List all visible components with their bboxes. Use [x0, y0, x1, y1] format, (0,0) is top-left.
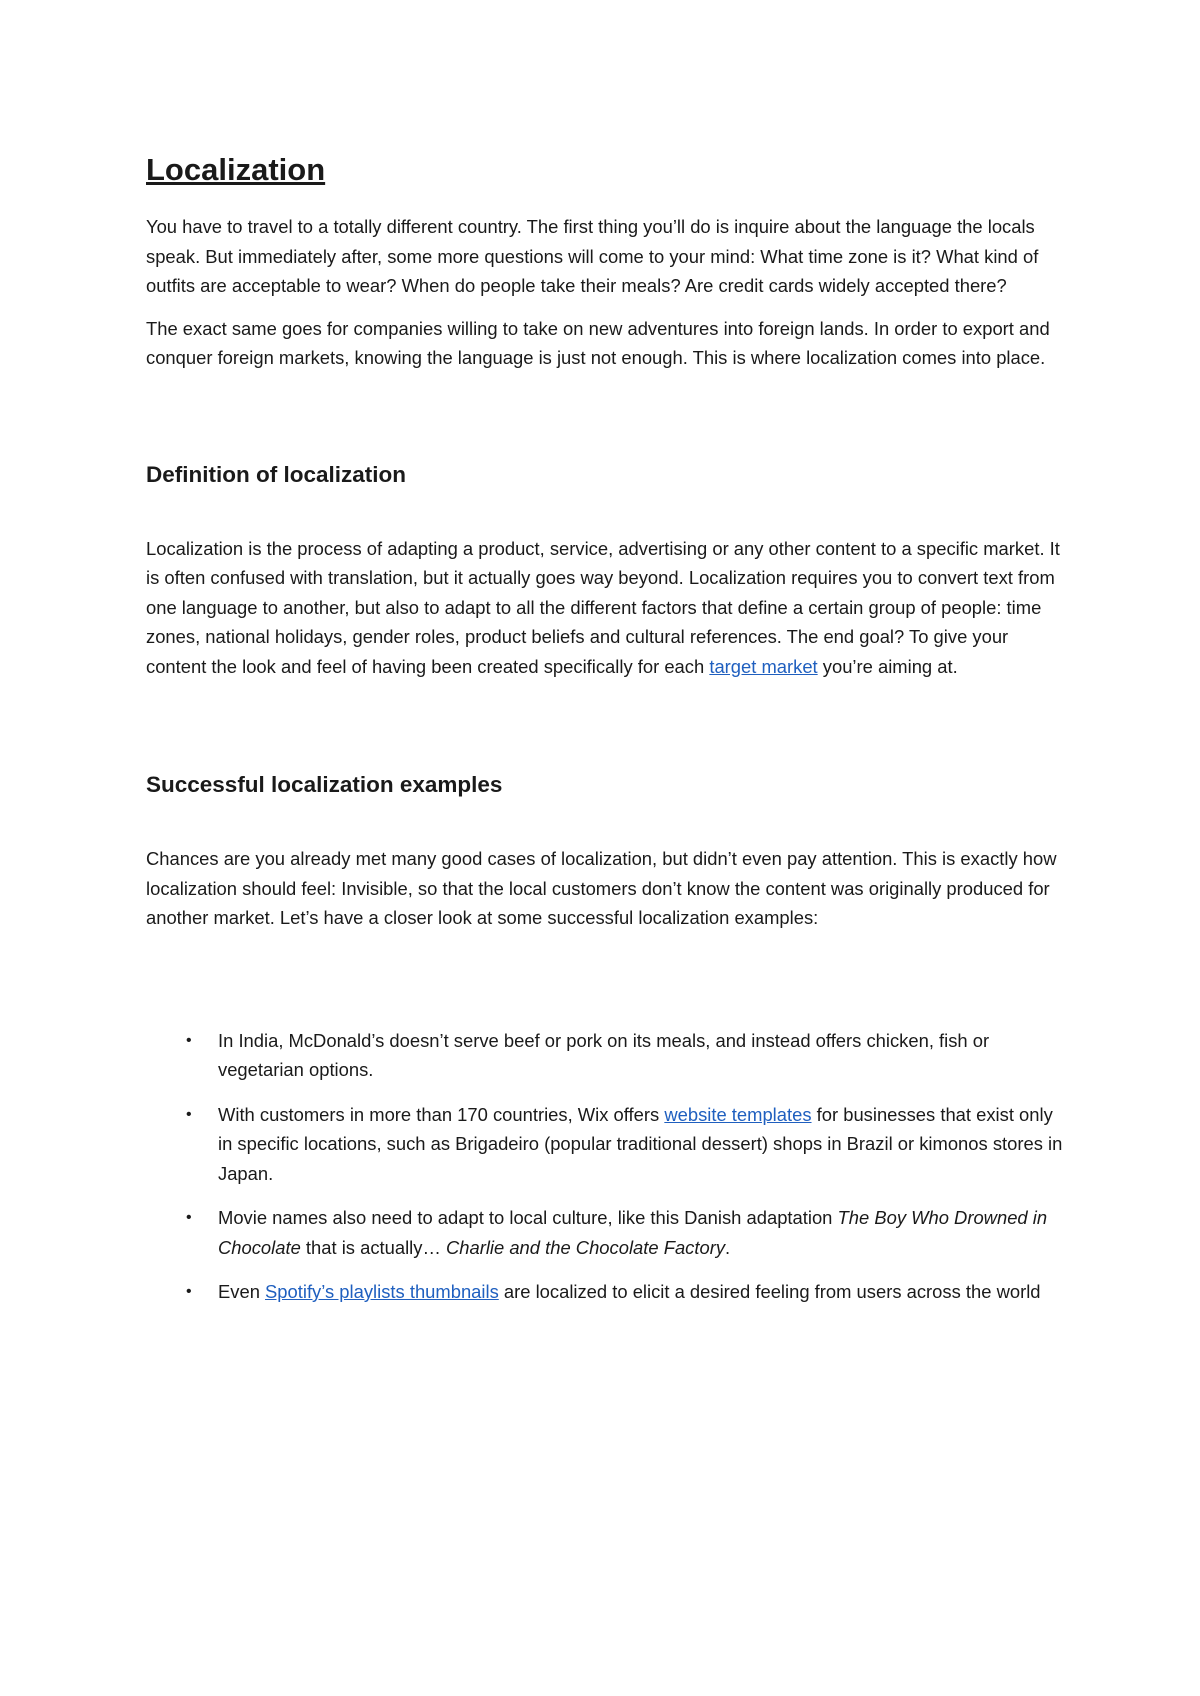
list-item-text-end: are localized to elicit a desired feeling from users across the world [498, 1281, 1041, 1302]
definition-heading: Definition of localization [146, 461, 406, 487]
list-item-text: Movie names also need to adapt to local culture, like this Danish adaptation [218, 1207, 838, 1228]
page-title: Localization [146, 152, 326, 187]
list-item [146, 1026, 1066, 1085]
target-market-link[interactable]: target market [709, 655, 818, 677]
definition-text: Localization is the process of adapting a product, service, advertising or any other content to a specific market. It is often confused with translation, but it actually goes way beyond. Localization requires you to convert text from one language to another, but also to adapt to all the different factors that define a certain group of people: time zones, national holidays, gender roles, product beliefs and cultural references. The end goal? To give your content the look and feel of having been created specifically for each [146, 537, 1060, 677]
examples-heading: Successful localization examples [146, 772, 503, 797]
definition-text-end: you’re aiming at. [817, 655, 958, 677]
list-item [146, 1203, 1066, 1262]
list-item-text-middle: that is actually… [300, 1236, 446, 1258]
list-item [146, 1277, 1066, 1307]
definition-paragraph [146, 534, 1066, 682]
list-item-text-end: for businesses that exist only in specific locations, such as Brigadeiro (popular traditional dessert) shops in Brazil or kimonos stores in Japan. [218, 1103, 1063, 1184]
bullet-icon: • [186, 1209, 192, 1226]
list-item-text: Even [218, 1281, 266, 1302]
list-item-text: In India, McDonald’s doesn’t serve beef or pork on its meals, and instead offers chicken, fish or vegetarian options. [218, 1029, 990, 1080]
spotify-thumbnails-link[interactable]: Spotify’s playlists thumbnails [265, 1281, 499, 1302]
examples-intro-paragraph: Chances are you already met many good cases of localization, but didn’t even pay attention. This is exactly how localization should feel: Invisible, so that the local customers don’t know the content was originally produced for another market. Let’s have a closer look at some successful localization examples: [146, 848, 1057, 928]
movie-title-danish: The Boy Who Drowned in Chocolate [218, 1207, 1048, 1258]
examples-list [146, 1026, 1066, 1307]
intro-paragraph-2: The exact same goes for companies willing to take on new adventures into foreign lands. In order to export and conquer foreign markets, knowing the language is just not enough. This is where localization comes into place. [146, 317, 1050, 368]
intro-paragraph-1: You have to travel to a totally different country. The first thing you’ll do is inquire about the language the locals speak. But immediately after, some more questions will come to your mind: What time zone is it? What kind of outfits are acceptable to wear? When do people take their meals? Are credit cards widely accepted there? [146, 216, 1039, 296]
list-item-text: With customers in more than 170 countries, Wix offers [218, 1103, 665, 1125]
document-body [146, 150, 1066, 1322]
bullet-icon: • [186, 1105, 192, 1123]
list-item [146, 1100, 1066, 1189]
list-item-text-end: . [725, 1236, 731, 1258]
bullet-icon: • [186, 1031, 192, 1049]
bullet-icon: • [186, 1283, 192, 1300]
website-templates-link[interactable]: website templates [664, 1103, 812, 1125]
movie-title-original: Charlie and the Chocolate Factory [445, 1236, 726, 1258]
